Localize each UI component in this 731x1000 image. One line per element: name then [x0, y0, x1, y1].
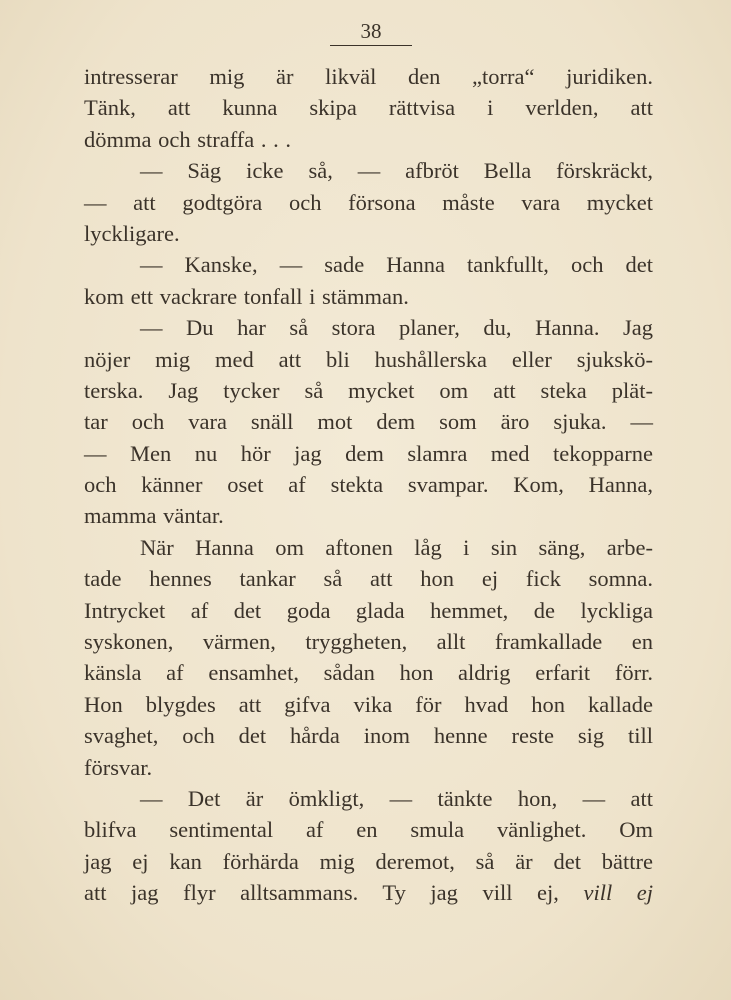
italic-emphasis: vill ej	[583, 880, 654, 906]
text-line: När Hanna om aftonen låg i sin säng, arbe-	[140, 534, 653, 560]
text-line: Hon blygdes att gifva vika för hvad hon kallade	[84, 691, 653, 717]
text-line: — Säg icke så, — afbröt Bella förskräckt,	[140, 158, 653, 184]
text-line: lyckligare.	[84, 220, 180, 246]
text-line: — Det är ömkligt, — tänkte hon, — att	[140, 785, 653, 811]
text-line: Tänk, att kunna skipa rättvisa i verlden, att	[84, 95, 653, 121]
text-line: nöjer mig med att bli hushållerska eller sjukskö-	[84, 346, 653, 372]
text-line-last-roman: att jag flyr alltsammans. Ty jag vill ej,	[84, 880, 559, 906]
text-line: syskonen, värmen, tryggheten, allt framkallade en	[84, 629, 653, 655]
text-line: känsla af ensamhet, sådan hon aldrig erfarit förr.	[84, 660, 653, 686]
text-line: svaghet, och det hårda inom henne reste sig till	[84, 723, 653, 749]
text-line: — Kanske, — sade Hanna tankfullt, och det	[140, 252, 653, 278]
text-line: intresserar mig är likväl den „torra“ juridiken.	[84, 64, 653, 89]
text-line: dömma och straffa . . .	[84, 126, 292, 152]
text-line: Intrycket af det goda glada hemmet, de lyckliga	[84, 597, 653, 623]
text-line-last	[84, 877, 653, 908]
body-text	[84, 61, 653, 909]
text-line: — Men nu hör jag dem slamra med tekopparne	[84, 440, 653, 466]
text-line: terska. Jag tycker så mycket om att steka plät-	[84, 377, 653, 403]
text-line: blifva sentimental af en smula vänlighet. Om	[84, 817, 653, 843]
text-line: tade hennes tankar så att hon ej fick somna.	[84, 566, 653, 592]
text-line: mamma väntar.	[84, 503, 224, 529]
text-line: och känner oset af stekta svampar. Kom, Hanna,	[84, 472, 653, 498]
text-line: försvar.	[84, 754, 153, 780]
text-line: kom ett vackrare tonfall i stämman.	[84, 283, 409, 309]
text-line: tar och vara snäll mot dem som äro sjuka. —	[84, 409, 653, 435]
text-line: — att godtgöra och försona måste vara mycket	[84, 189, 653, 215]
text-line: jag ej kan förhärda mig deremot, så är det bättre	[84, 848, 653, 874]
text-line: — Du har så stora planer, du, Hanna. Jag	[140, 315, 653, 341]
page-number: 38	[330, 18, 412, 46]
